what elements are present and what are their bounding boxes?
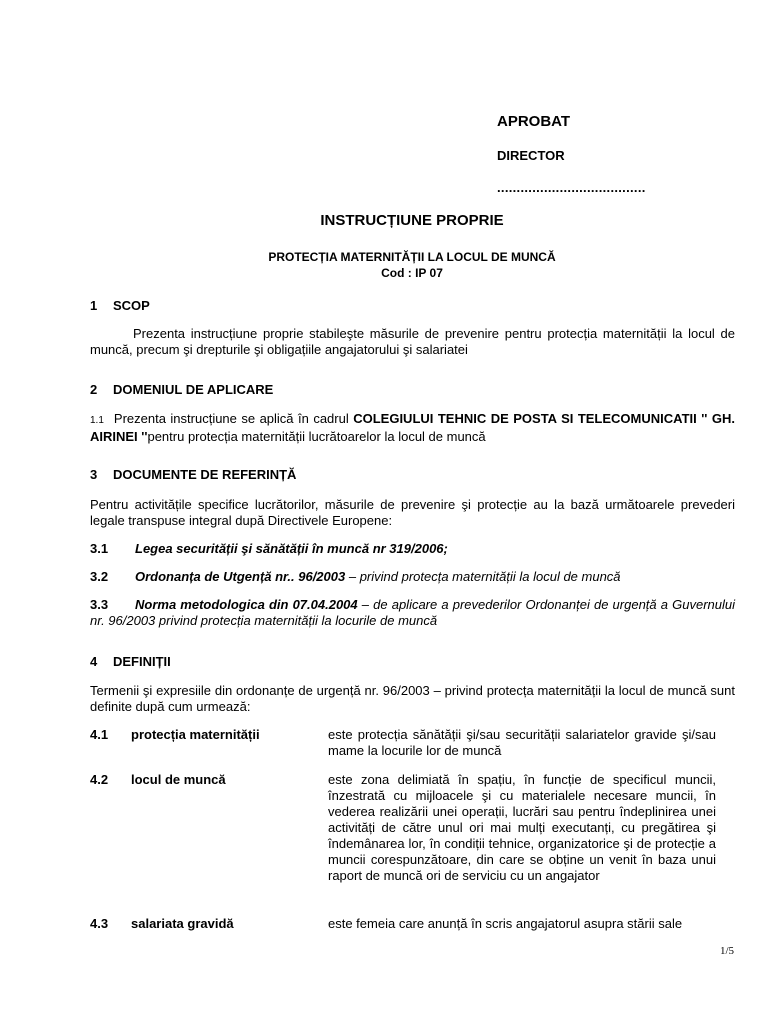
page-title: INSTRUCȚIUNE PROPRIE: [320, 212, 504, 229]
section-1-title: SCOP: [113, 298, 150, 313]
ref-text: [135, 569, 735, 585]
document-code: Cod : IP 07: [381, 266, 443, 280]
section-2-text-after: pentru protecția maternității lucrătoarelor la locul de muncă: [147, 429, 486, 444]
institution-name: COLEGIULUI TEHNIC DE POSTA SI TELECOMUNICATII '' GH. AIRINEI '': [90, 411, 735, 444]
definition-number: 4.3: [90, 916, 109, 931]
section-4-title: DEFINIȚII: [113, 654, 171, 669]
definition-text: este protecția sănătății şi/sau securității salariatelor gravide şi/sau mame la locurile lor de muncă: [328, 727, 716, 758]
ref-text: [135, 541, 735, 557]
definition-term: locul de muncă: [131, 772, 226, 787]
definition-text: este femeia care anunță în scris angajatorul asupra stării sale: [328, 916, 683, 931]
ref-title: Legea securității şi sănătății în muncă nr 319/2006;: [135, 541, 448, 556]
definition-text: este zona delimiată în spațiu, în funcție de specificul muncii, înzestrată cu mijloacele şi cu materialele necesare muncii, în vederea realizării unei operații, lucrări sau pentru îndeplinirea unei activități de către unul ori mai mulți executanți, cu pregătirea şi îndemânarea lor, în condiții tehnice, organizatorice şi de protecție a muncii corespunzătoare, din care se obține un venit în baza unui raport de muncă ori de serviciu cu un angajator: [328, 772, 716, 883]
ref-description: – de aplicare a prevederilor Ordonanței de urgență a Guvernului nr. 96/2003 privind protecția maternității la locurile de muncă: [90, 597, 735, 628]
approved-label: APROBAT: [497, 113, 571, 130]
definition-term: salariata gravidă: [131, 916, 234, 931]
page-number: 1/5: [719, 945, 734, 957]
ref-text: [90, 597, 735, 629]
signature-line: ......................................: [497, 180, 646, 195]
ref-title: Norma metodologica din 07.04.2004: [135, 597, 358, 612]
definition-number: 4.2: [90, 772, 109, 787]
ref-description: – privind protecța maternității la locul de muncă: [345, 569, 621, 584]
section-4-number: 4: [90, 654, 98, 669]
section-2-text-before: Prezenta instrucțiune se aplică în cadrul: [113, 411, 354, 426]
section-2-text: [90, 411, 735, 445]
ref-number: 3.2: [90, 569, 109, 584]
section-1-text: Prezenta instrucțiune proprie stabileşte măsurile de prevenire pentru protecția maternității la locul de muncă, precum şi drepturile şi obligațiile angajatorului şi salariatei: [90, 326, 735, 357]
section-2-item-number: 1.1: [90, 415, 104, 426]
section-1-number: 1: [90, 298, 98, 313]
ref-title: Ordonanța de Utgență nr.. 96/2003: [135, 569, 346, 584]
ref-number: 3.1: [90, 541, 109, 556]
definition-number: 4.1: [90, 727, 109, 742]
section-4-intro: Termenii şi expresiile din ordonanțe de urgență nr. 96/2003 – privind protecța maternității la locul de muncă sunt definite după cum urmează:: [90, 683, 735, 714]
ref-number: 3.3: [90, 597, 109, 612]
document-subtitle: PROTECȚIA MATERNITĂȚII LA LOCUL DE MUNCĂ: [268, 250, 556, 264]
director-label: DIRECTOR: [497, 148, 565, 163]
section-2-title: DOMENIUL DE APLICARE: [113, 382, 274, 397]
section-3-intro: Pentru activitățile specifice lucrătorilor, măsurile de prevenire şi protecție au la bază următoarele prevederi legale transpuse integral după Directivele Europene:: [90, 497, 735, 528]
section-3-title: DOCUMENTE DE REFERINȚĂ: [113, 467, 297, 482]
section-3-number: 3: [90, 467, 98, 482]
section-2-number: 2: [90, 382, 98, 397]
definition-term: protecția maternității: [131, 727, 260, 742]
